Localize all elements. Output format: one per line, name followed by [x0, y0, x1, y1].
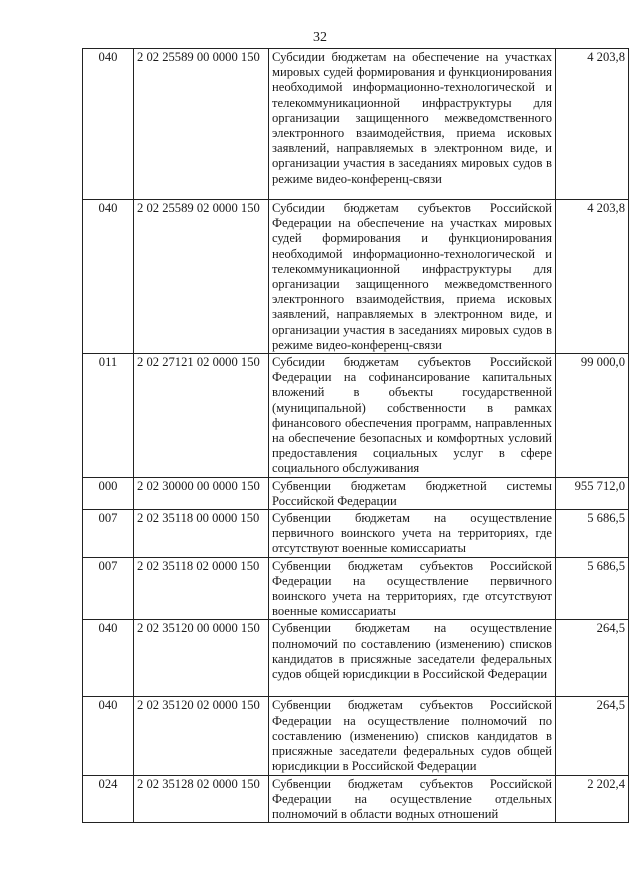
amount-cell: 4 203,8 — [556, 49, 629, 200]
amount-cell: 4 203,8 — [556, 200, 629, 354]
table-row — [83, 775, 629, 823]
table-row — [83, 49, 629, 200]
amount-cell: 99 000,0 — [556, 354, 629, 478]
admin-code-cell: 040 — [83, 49, 134, 200]
table-row — [83, 200, 629, 354]
admin-code-cell: 000 — [83, 477, 134, 509]
amount-cell: 5 686,5 — [556, 557, 629, 620]
revenue-name-cell: Субвенции бюджетам на осуществление первичного воинского учета на территориях, где отсутствуют военные комиссариаты — [269, 510, 556, 558]
budget-code-cell: 2 02 35128 02 0000 150 — [134, 775, 269, 823]
admin-code-cell: 040 — [83, 200, 134, 354]
table-row — [83, 557, 629, 620]
revenue-name-cell: Субвенции бюджетам субъектов Российской Федерации на осуществление полномочий по составлению (изменению) списков кандидатов в присяжные заседатели федеральных судов общей юрисдикции в Российской Федерации — [269, 697, 556, 775]
revenue-name-cell: Субсидии бюджетам на обеспечение на участках мировых судей формирования и функционирования необходимой информационно-технологической и телекоммуникационной инфраструктуры для организации защищенного межведомственного электронного взаимодействия, приема исковых заявлений, направляемых в электронном виде, и организации участия в заседаниях мировых судов в режиме видео-конференц-связи — [269, 49, 556, 200]
amount-cell: 955 712,0 — [556, 477, 629, 509]
revenue-name-cell: Субсидии бюджетам субъектов Российской Федерации на софинансирование капитальных вложений в объекты государственной (муниципальной) собственности в рамках финансового обеспечения программ, направленных на обеспечение безопасных и комфортных условий предоставления социальных услуг в сфере социального обслуживания — [269, 354, 556, 478]
budget-code-cell: 2 02 35118 00 0000 150 — [134, 510, 269, 558]
table-row — [83, 354, 629, 478]
budget-code-cell: 2 02 25589 02 0000 150 — [134, 200, 269, 354]
budget-code-cell: 2 02 35118 02 0000 150 — [134, 557, 269, 620]
admin-code-cell: 011 — [83, 354, 134, 478]
admin-code-cell: 040 — [83, 697, 134, 775]
admin-code-cell: 007 — [83, 557, 134, 620]
revenue-name-cell: Субсидии бюджетам субъектов Российской Федерации на обеспечение на участках мировых судей формирования и функционирования необходимой информационно-технологической и телекоммуникационной инфраструктуры для организации защищенного межведомственного электронного взаимодействия, приема исковых заявлений, направляемых в электронном виде, и организации участия в заседаниях мировых судов в режиме видео-конференц-связи — [269, 200, 556, 354]
budget-code-cell: 2 02 27121 02 0000 150 — [134, 354, 269, 478]
budget-code-cell: 2 02 25589 00 0000 150 — [134, 49, 269, 200]
amount-cell: 264,5 — [556, 620, 629, 697]
admin-code-cell: 040 — [83, 620, 134, 697]
budget-code-cell: 2 02 30000 00 0000 150 — [134, 477, 269, 509]
amount-cell: 264,5 — [556, 697, 629, 775]
admin-code-cell: 024 — [83, 775, 134, 823]
amount-cell: 5 686,5 — [556, 510, 629, 558]
budget-revenue-table — [82, 48, 629, 823]
page-number: 32 — [313, 30, 327, 45]
table-row — [83, 510, 629, 558]
table-row — [83, 477, 629, 509]
revenue-name-cell: Субвенции бюджетам на осуществление полномочий по составлению (изменению) списков кандидатов в присяжные заседатели федеральных судов общей юрисдикции в Российской Федерации — [269, 620, 556, 697]
admin-code-cell: 007 — [83, 510, 134, 558]
budget-code-cell: 2 02 35120 02 0000 150 — [134, 697, 269, 775]
budget-code-cell: 2 02 35120 00 0000 150 — [134, 620, 269, 697]
revenue-name-cell: Субвенции бюджетам бюджетной системы Российской Федерации — [269, 477, 556, 509]
amount-cell: 2 202,4 — [556, 775, 629, 823]
revenue-name-cell: Субвенции бюджетам субъектов Российской Федерации на осуществление отдельных полномочий в области водных отношений — [269, 775, 556, 823]
table-row — [83, 697, 629, 775]
table-row — [83, 620, 629, 697]
revenue-name-cell: Субвенции бюджетам субъектов Российской Федерации на осуществление первичного воинского учета на территориях, где отсутствуют военные комиссариаты — [269, 557, 556, 620]
